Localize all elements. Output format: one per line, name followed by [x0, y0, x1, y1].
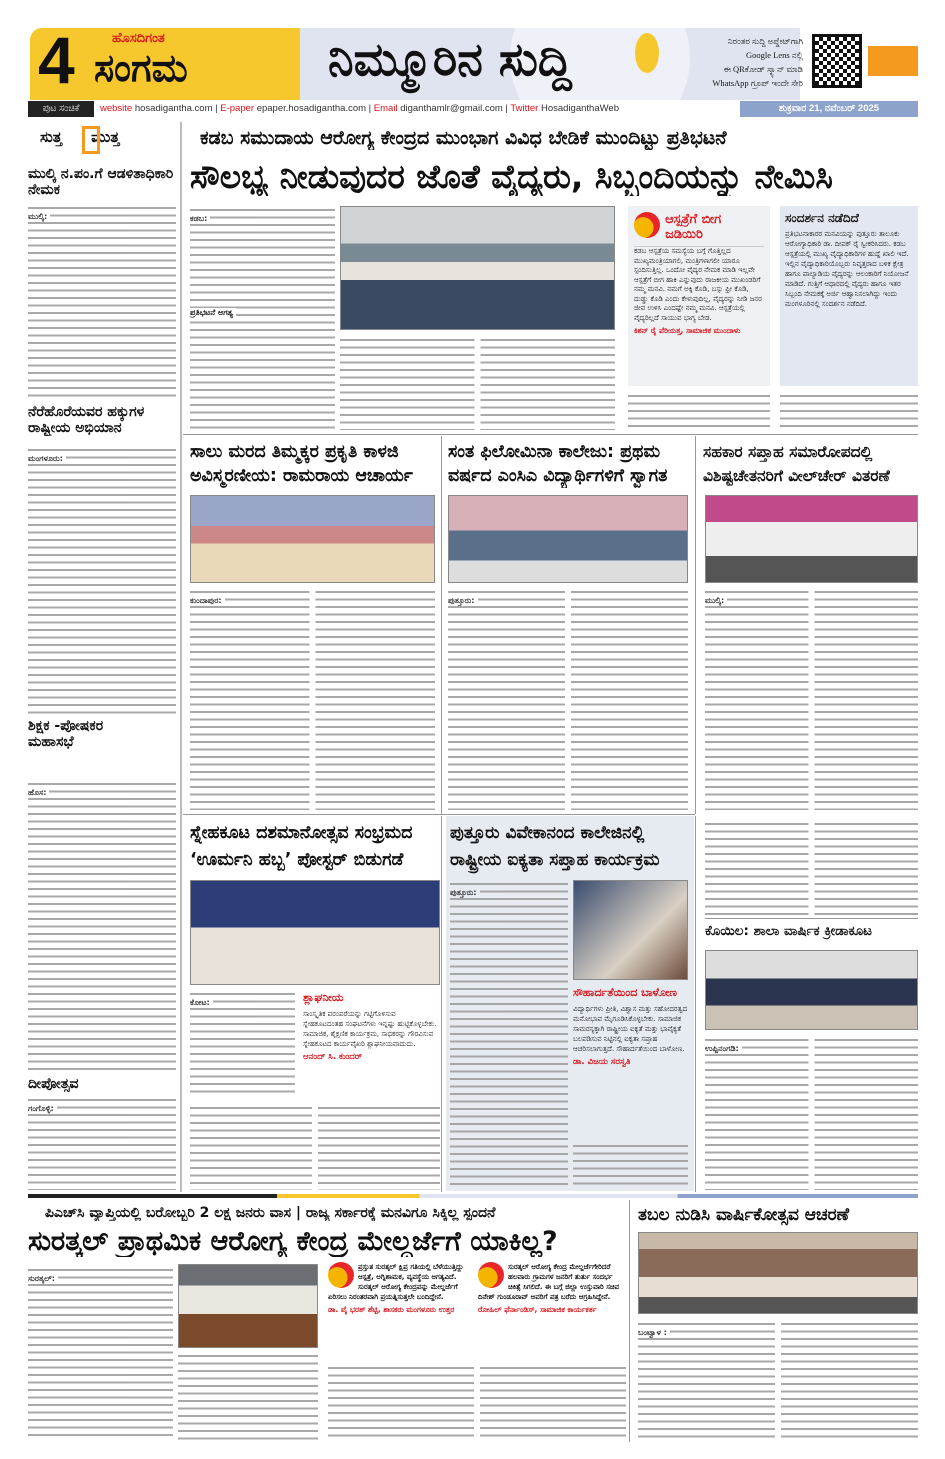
quote-author: ರೋಹಿಲ್ ಫೆರ್ನಾಂಡಿಸ್, ಸಾಮಾಜಿಕ ಕಾರ್ಯಕರ್ತ — [478, 1305, 597, 1314]
section-logo-text: ಸುತ್ತ ಮುತ್ತ — [40, 128, 120, 146]
quote-text: ವಿದ್ಯಾರ್ಥಿಗಳು ಪ್ರೀತಿ, ವಿಶ್ವಾಸ ಮತ್ತು ಸಹೋದರತ್ವದ ಮನೋಭಾವ ಮೈಗೂಡಿಸಿಕೊಳ್ಳಬೇಕು. ಸಾಮಾಜಿಕ ಸಾಮರಸ್ಯಕ್ಕಾಗಿ ರಾಷ್ಟ್ರೀಯ ಐಕ್ಯತೆ ಮತ್ತು ಭಾವೈಕ್ಯತೆ ಬಲಪಡಿಸುವ ನಿಟ್ಟಿನಲ್ಲಿ ಐಕ್ಯತಾ ಸಪ್ತಾಹ ಆಚರಿಸಲಾಗುತ್ತದೆ. ಸೌಹಾರ್ದತೆಯಿಂದ ಬಾಳೋಣ. — [573, 1005, 688, 1053]
link-label: Twitter — [510, 103, 539, 114]
issue-date: ಶುಕ್ರವಾರ 21, ನವೆಂಬರ್ 2025 — [740, 101, 918, 117]
qr-line: ನಿರಂತರ ಸುದ್ದಿ ಅಪ್ಡೇಟ್‌ಗಾಗಿ — [727, 36, 803, 46]
page-number: 4 — [38, 23, 75, 97]
sports-meet-photo — [705, 950, 918, 1030]
quote-box — [478, 1262, 626, 1360]
contact-links: website hosadigantha.com | E-paper epaper.hosadigantha.com | Email diganthamlr@gmail.com | Twitter HosadiganthaWeb — [100, 103, 619, 114]
headline-line: ವಿಶಿಷ್ಟಚೇತನರಿಗೆ ವೀಲ್‌ಚೇರ್ ವಿತರಣೆ — [703, 467, 890, 485]
article-text — [450, 880, 568, 1188]
sutta-mutta-logo — [40, 128, 119, 146]
article-headline — [190, 440, 438, 488]
poster-release-photo — [190, 880, 440, 985]
brand-small-logo: ಹೊಸದಿಗಂತ — [112, 31, 165, 46]
lead-subhead: ಪ್ರತಿಭಟನೆ ಅಗತ್ಯ — [190, 308, 236, 318]
lead-text — [780, 392, 918, 430]
headline-line: ಸಂತ ಫಿಲೋಮಿನಾ ಕಾಲೇಜು: ಪ್ರಥಮ — [448, 442, 661, 462]
article-text — [573, 1142, 688, 1188]
dateline: ಕೋಟ: — [190, 999, 213, 1007]
bottom-right-headline: ತಬಲ ನುಡಿಸಿ ವಾರ್ಷಿಕೋತ್ಸವ ಆಚರಣೆ — [638, 1206, 849, 1225]
quote-icon — [478, 1262, 504, 1288]
qr-line: Google Lens ನಲ್ಲಿ — [746, 50, 803, 60]
left-article-text — [28, 204, 176, 400]
speaker-photo — [573, 880, 688, 980]
quote-author: ಆನಂದ್ ಸಿ. ಕುಂದರ್ — [303, 1052, 363, 1062]
brand-logo: ಸಂಗಮ — [94, 46, 188, 90]
article-text — [28, 1266, 173, 1440]
info-bar — [28, 101, 918, 117]
left-article-text — [28, 1096, 176, 1190]
bottom-headline: ಸುರತ್ಕಲ್ ಪ್ರಾಥಮಿಕ ಆರೋಗ್ಯ ಕೇಂದ್ರ ಮೇಲ್ದರ್ಜೆಗೆ ಯಾಕಿಲ್ಲ? — [28, 1226, 558, 1257]
link-label: E-paper — [220, 103, 255, 114]
left-headline: ಶಿಕ್ಷಕ -ಪೋಷಕರ ಮಹಾಸಭೆ — [28, 718, 104, 751]
left-headline: ದೀಪೋತ್ಸವ — [28, 1076, 79, 1092]
article-text — [448, 588, 688, 810]
lead-text — [340, 336, 615, 430]
article-headline: ಕೊಯಿಲ: ಶಾಲಾ ವಾರ್ಷಿಕ ಕ್ರೀಡಾಕೂಟ — [705, 924, 872, 939]
qr-line: ಈ QRಕೋಡ್ ಸ್ಕ್ಯಾನ್ ಮಾಡಿ — [723, 64, 803, 74]
divider-stripe — [28, 1194, 918, 1198]
quote-title: ಸೌಹಾರ್ದತೆಯಿಂದ ಬಾಳೋಣ — [573, 986, 677, 999]
headline-line: ಪುತ್ತೂರು ವಿವೇಕಾನಂದ ಕಾಲೇಜಿನಲ್ಲಿ — [450, 823, 645, 843]
quote-author: ಡಾ. ವಿಜಯ ಸರಸ್ವತಿ — [573, 1057, 631, 1067]
article-text — [190, 1104, 440, 1190]
event-photo — [448, 495, 688, 583]
epaper-link[interactable]: epaper.hosadigantha.com — [256, 103, 367, 114]
tabla-group-photo — [638, 1232, 918, 1314]
dateline: ಕುಂದಾಪುರ: — [190, 597, 225, 605]
quote-title: ಆಸ್ಪತ್ರೆಗೆ ಬೀಗ ಜಡಿಯಿರಿ — [665, 212, 722, 242]
quote-box — [300, 988, 440, 1100]
email-link[interactable]: diganthamlr@gmail.com — [400, 103, 503, 114]
masthead — [28, 23, 918, 100]
health-centre-photo — [178, 1264, 318, 1348]
left-article-text — [28, 780, 176, 1072]
headline-line: ಸ್ನೇಹಕೂಟ ದಶಮಾನೋತ್ಸವ ಸಂಭ್ರಮದ — [190, 823, 413, 843]
article-text — [190, 588, 435, 810]
headline-line: ಸಾಲು ಮರದ ತಿಮ್ಮಕ್ಕರ ಪ್ರಕೃತಿ ಕಾಳಜಿ — [190, 442, 399, 462]
dateline: ಹೊಸ: — [28, 789, 49, 797]
sidebox-title: ಸಂದರ್ಶನ ನಡೆದಿದೆ — [785, 211, 859, 225]
article-text — [190, 990, 295, 1098]
qr-code-icon[interactable] — [812, 34, 862, 88]
lead-kicker: ಕಡಬ ಸಮುದಾಯ ಆರೋಗ್ಯ ಕೇಂದ್ರದ ಮುಂಭಾಗ ವಿವಿಧ ಬೇಡಿಕೆ ಮುಂದಿಟ್ಟು ಪ್ರತಿಭಟನೆ — [200, 128, 727, 149]
quote-author: ಡಾ. ವೈ ಭರತ್ ಶೆಟ್ಟಿ, ಶಾಸಕರು ಮಂಗಳೂರು ಉತ್ತರ — [328, 1305, 455, 1314]
section-label: ಪುಟ ಸಂಚಿಕೆ — [28, 101, 94, 117]
dateline: ಮುಲ್ಕಿ: — [705, 597, 727, 605]
headline-line: ರಾಷ್ಟ್ರೀಯ ಐಕ್ಯತಾ ಸಪ್ತಾಹ ಕಾರ್ಯಕ್ರಮ — [450, 850, 660, 870]
article-headline — [450, 820, 692, 874]
orange-accent — [868, 46, 918, 76]
dateline: ಬಂಟ್ವಾಳ : — [638, 1329, 670, 1337]
article-text — [178, 1352, 318, 1440]
lead-text — [190, 206, 335, 430]
headline-line: ವರ್ಷದ ಎಂಸಿಎ ವಿದ್ಯಾರ್ಥಿಗಳಿಗೆ ಸ್ವಾಗತ — [448, 466, 668, 486]
sidebox-text: ಪ್ರತಿಭಟನಾಕಾರರ ಮನವಿಯನ್ನು ಪುತ್ತೂರು ತಾಲೂಕು ಆರೋಗ್ಯಾಧಿಕಾರಿ ಡಾ. ದೀಪಕ್ ರೈ ಸ್ವೀಕರಿಸಿದರು. ಕಡಬ ಆಸ್ಪತ್ರೆಯಲ್ಲಿ ಮುಖ್ಯ ವೈದ್ಯಾಧಿಕಾರಿಗಳ ಹುದ್ದೆ ಖಾಲಿ ಇದೆ. ಇಲ್ಲಿನ ವೈದ್ಯಾಧಿಕಾರಿಯೊಬ್ಬರು ನಿವೃತ್ತರಾದ ಬಳಿಕ ಕ್ಷೇತ್ರ ಹಾಗೂ ಪಾಲ್ಯಾಡಿಯ ವೈದ್ಯರನ್ನು ಆಲಂಕಾರಿಗೆ ನಿಯೋಜನೆ ಮಾಡಿದೆ. ಗುತ್ತಿಗೆ ಆಧಾರದಲ್ಲಿ ವೈದ್ಯರು ಹಾಗೂ ಇತರ ಸಿಬ್ಬಂದಿ ನೇಮಕಕ್ಕೆ ಅರ್ಜಿ ಆಹ್ವಾನಿಸಲಾಗಿದ್ದು ಇಂದು ಮಂಗಳೂರಿನಲ್ಲಿ ಸಂದರ್ಶನ ನಡೆದಿದೆ. — [785, 230, 909, 308]
left-article-text — [28, 446, 176, 714]
article-text — [705, 1036, 918, 1190]
dateline: ಮಂಗಳೂರು: — [28, 455, 66, 463]
quote-box — [628, 206, 770, 386]
article-text — [705, 588, 918, 810]
quote-text: ಸಾಂಸ್ಕೃತಿಕ ಪರಂಪರೆಯನ್ನು ಗಟ್ಟಿಗೊಳಿಸುವ ಸ್ನೇಹಕೂಟದಂತಹ ಸಂಘಟನೆಗಳು ಇನ್ನಷ್ಟು ಹುಟ್ಟಿಕೊಳ್ಳಬೇಕು. ಸಾಮಾಜಿಕ, ಶೈಕ್ಷಣಿಕ ಕಾರ್ಯಕ್ರಮ, ಸಾಧಕರನ್ನು ಗೌರವಿಸುವ ಸ್ನೇಹಕೂಟದ ಕಾರ್ಯವೈಖರಿ ಶ್ಲಾಘನೀಯವಾದುದು. — [303, 1010, 437, 1048]
left-headline: ಮುಲ್ಕಿ ನ.ಪಂ.ಗೆ ಆಡಳಿತಾಧಿಕಾರಿ ನೇಮಕ — [28, 166, 174, 199]
dateline: ಪುತ್ತೂರು: — [448, 597, 478, 605]
quote-icon — [328, 1262, 354, 1288]
twitter-link[interactable]: HosadiganthaWeb — [540, 103, 619, 114]
dateline: ಪುತ್ತೂರು: — [450, 889, 480, 897]
event-photo — [190, 495, 435, 583]
quote-text: ಪ್ರಸ್ತುತ ಸುರತ್ಕಲ್ ಕ್ಷಿಪ್ರ ಗತಿಯಲ್ಲಿ ಬೆಳೆಯುತ್ತಿದ್ದು ಆಸ್ಪತ್ರೆ, ಅಗ್ನಿಶಾಮಕ, ವ್ಯವಸ್ಥೆಯ ಅಗತ್ಯವಿದೆ. ಸುರತ್ಕಲ್ ಆರೋಗ್ಯ ಕೇಂದ್ರವನ್ನು ಮೇಲ್ದರ್ಜೆಗೆ ಏರಿಸಲು ನಿರಂತರವಾಗಿ ಪ್ರಯತ್ನಿಸುತ್ತಲೇ ಬಂದಿದ್ದೇನೆ. — [328, 1263, 464, 1301]
bottom-kicker: ಪಿಎಚ್‌ಸಿ ವ್ಯಾಪ್ತಿಯಲ್ಲಿ ಬರೋಬ್ಬರಿ 2 ಲಕ್ಷ ಜನರು ವಾಸ | ರಾಜ್ಯ ಸರ್ಕಾರಕ್ಕೆ ಮನವಿಗೂ ಸಿಕ್ಕಿಲ್ಲ ಸ್ಪಂದನೆ — [45, 1205, 496, 1221]
headline-line: ಸಹಕಾರ ಸಪ್ತಾಹ ಸಮಾರೋಪದಲ್ಲಿ — [703, 443, 873, 461]
quote-text: ಕಡಬ ಆಸ್ಪತ್ರೆಯ ಸಮಸ್ಯೆಯ ಬಗ್ಗೆ ಗೊತ್ತಿಲ್ಲದ ಮುಖ್ಯಮಂತ್ರಿಯಾಗಲಿ, ಮಂತ್ರಿಗಳಾಗಲೀ ಯಾರೂ ಸ್ಪಂದಿಸುತ್ತಿಲ್ಲ. ಒಂದೋ ವೈದ್ಯರ ನೇಮಕ ಮಾಡಿ ಇಲ್ಲವೇ ಆಸ್ಪತ್ರೆಗೆ ಬೀಗ ಹಾಕಿ ಎನ್ನುವುದು ರಾಜಕೀಯ ಮುಖಂಡರಿಗೆ ನಮ್ಮ ಮನವಿ. ನಮಗೆ ಅಕ್ಕಿ ಕೊಡಿ, ಬಸ್ಸು ಫ್ರೀ ಕೊಡಿ, ದುಡ್ಡು ಕೊಡಿ ಎಂದು ಕೇಳುವುದಿಲ್ಲ, ವೈದ್ಯರನ್ನು ನೀಡಿ ಜನರ ಜೀವ ಉಳಿಸಿ ಎಂದಷ್ಟೇ ನಮ್ಮ ಮನವಿ. ಆಸ್ಪತ್ರೆಯಲ್ಲಿ ವೈದ್ಯರಿಲ್ಲದೆ ಸಾಯುವ ಭಾಗ್ಯ ಬೇಡ. — [634, 246, 764, 323]
quote-icon — [634, 212, 660, 238]
event-photo — [705, 495, 918, 583]
quote-author: ಕಿಶನ್ ರೈ ಪೆರಿಯತ್ತ, ಸಾಮಾಜಿಕ ಮುಂದಾಳು — [634, 326, 741, 335]
article-text — [328, 1364, 626, 1440]
quote-box — [573, 986, 690, 1136]
dateline: ಮುಲ್ಕಿ: — [28, 213, 50, 221]
dateline: ಕಡಬ: — [190, 215, 210, 223]
quote-text: ಸುರತ್ಕಲ್ ಆರೋಗ್ಯ ಕೇಂದ್ರ ಮೇಲ್ದರ್ಜೆಗೇರಿದರೆ ಹಲವಾರು ಗ್ರಾಮಗಳ ಜನರಿಗೆ ತುರ್ತು ಸಂದರ್ಭ ಚಿಕಿತ್ಸೆ ಸಿಗಲಿದೆ. ಈ ಬಗ್ಗೆ ಜಿಲ್ಲಾ ಉಸ್ತುವಾರಿ ಸಚಿವ ದಿನೇಶ್ ಗುಂಡೂರಾವ್ ಅವರಿಗೆ ಪತ್ರ ಬರೆದು ಆಗ್ರಹಿಸಿದ್ದೇನೆ. — [478, 1263, 620, 1301]
article-headline — [703, 440, 921, 488]
headline-line: ಅವಿಸ್ಮರಣೀಯ: ರಾಮರಾಯ ಆಚಾರ್ಯ — [190, 466, 413, 486]
link-label: Email — [373, 103, 398, 114]
dateline: ಸುರತ್ಕಲ್: — [28, 1275, 58, 1283]
quote-box — [328, 1262, 473, 1360]
page-title: ನಿಮ್ಮೂರಿನ ಸುದ್ದಿ — [328, 32, 572, 86]
window-icon — [82, 126, 100, 154]
protest-photo — [340, 206, 615, 330]
interview-sidebox — [780, 206, 918, 386]
dateline: ಗಂಗೊಳ್ಳಿ: — [28, 1105, 57, 1113]
article-text — [638, 1320, 918, 1440]
headline-line: ‘ಊರ್ಮನಿ ಹಬ್ಬ’ ಪೋಸ್ಟರ್ ಬಿಡುಗಡೆ — [190, 850, 404, 870]
qr-instructions — [628, 34, 803, 90]
website-link[interactable]: hosadigantha.com — [134, 103, 213, 114]
article-headline — [190, 820, 438, 874]
lead-headline: ಸೌಲಭ್ಯ ನೀಡುವುದರ ಜೊತೆ ವೈದ್ಯರು, ಸಿಬ್ಬಂದಿಯನ್ನು ನೇಮಿಸಿ — [190, 158, 833, 196]
link-label: website — [100, 103, 133, 114]
lead-text — [628, 392, 770, 430]
left-headline: ನೆರೆಹೊರೆಯವರ ಹಕ್ಕುಗಳ ರಾಷ್ಟ್ರೀಯ ಅಭಿಯಾನ — [28, 404, 145, 437]
article-text — [705, 820, 918, 915]
article-headline — [448, 440, 692, 488]
dateline: ಉಪ್ಪಿನಂಗಡಿ: — [705, 1045, 742, 1053]
quote-title: ಶ್ಲಾಘನೀಯ — [303, 991, 344, 1004]
qr-line: WhatsApp ಗ್ರೂಪ್ ಇಂದೇ ಸೇರಿ — [712, 78, 803, 88]
